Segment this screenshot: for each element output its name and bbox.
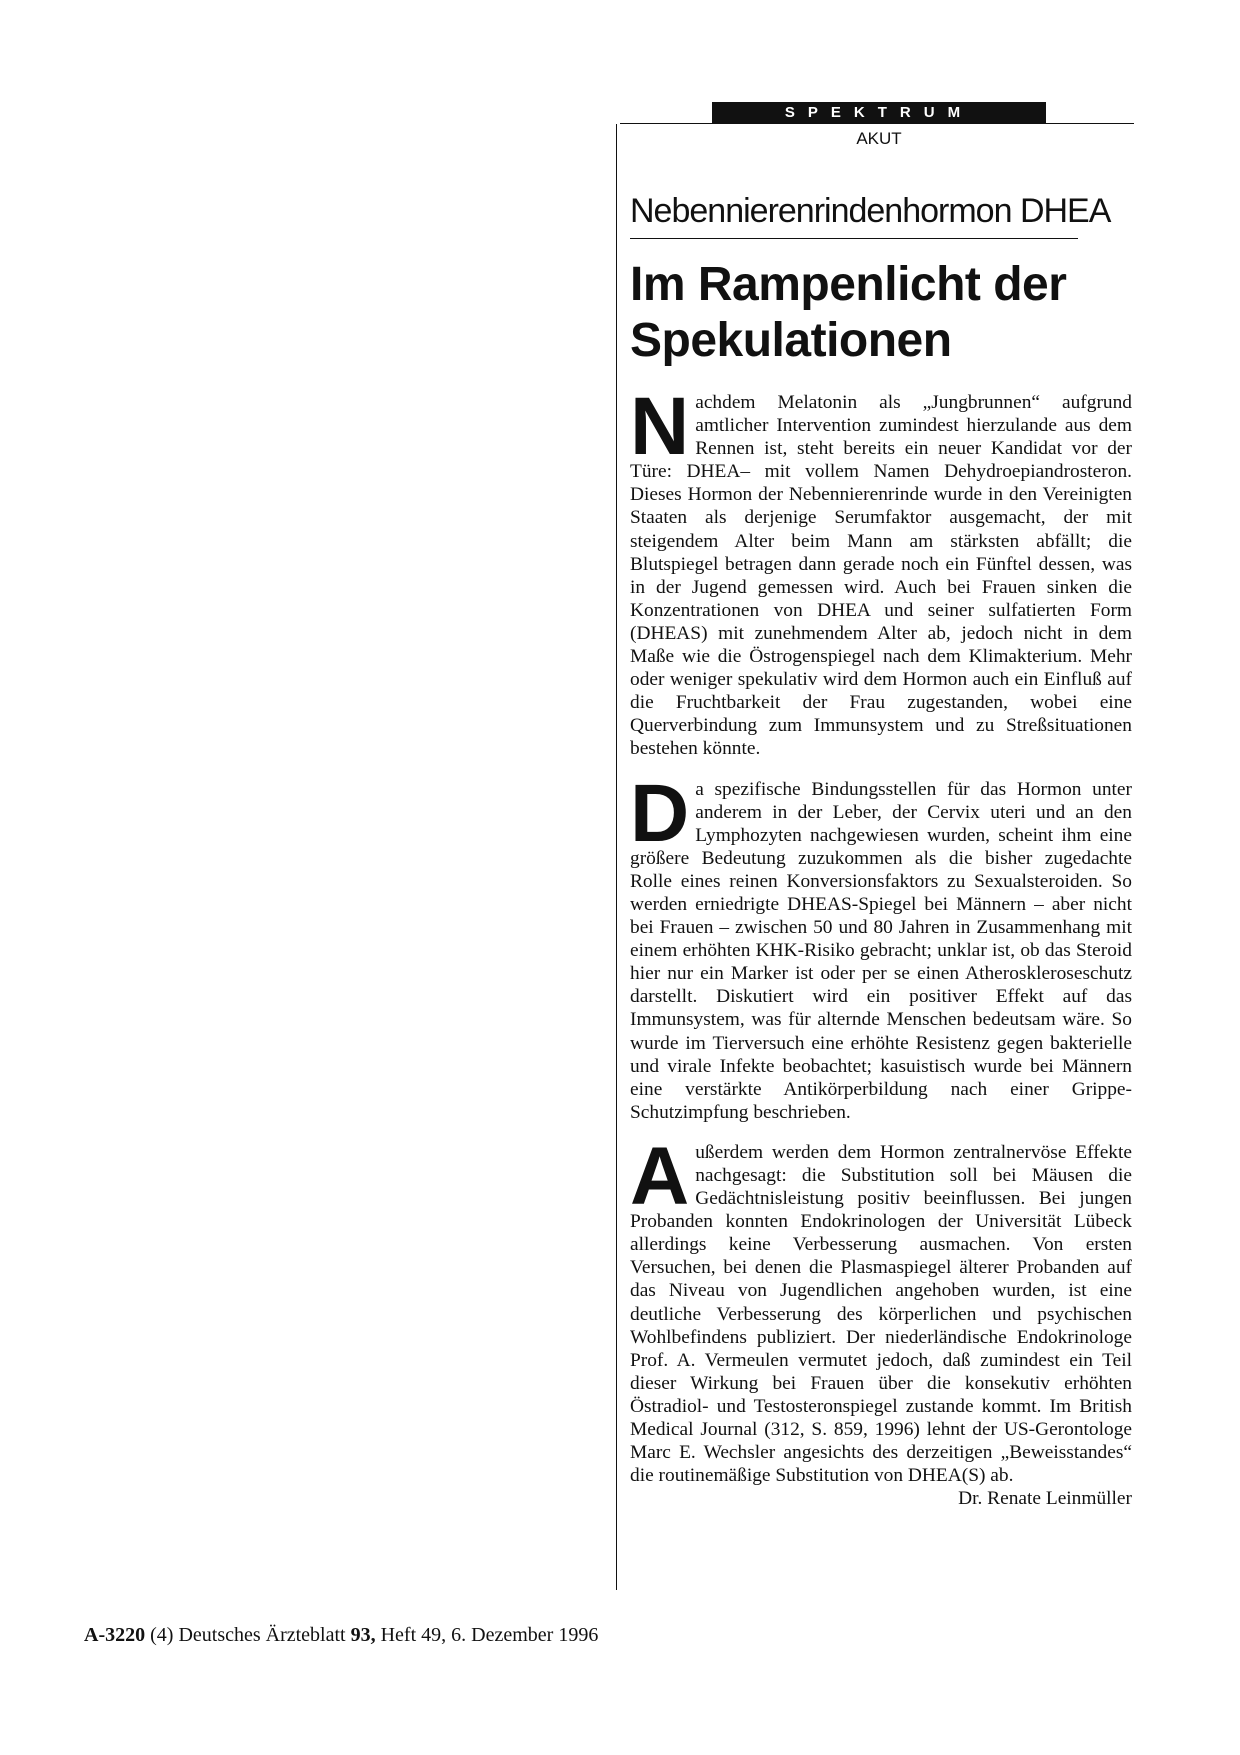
article bbox=[630, 188, 1132, 1510]
page-number: A-3220 bbox=[84, 1624, 146, 1646]
drop-cap: N bbox=[630, 381, 690, 472]
journal-name: Deutsches Ärzteblatt bbox=[178, 1624, 346, 1646]
headline-line-2: Spekulationen bbox=[630, 314, 952, 367]
author-byline: Dr. Renate Leinmüller bbox=[958, 1488, 1132, 1510]
paragraph-text: ußerdem werden dem Hormon zentralnervöse Effekte nachgesagt: die Substitution soll bei Mäusen die Gedächtnisleistung positiv beeinflussen. Bei jungen Probanden konnten Endokrinologen der Universität Lübeck allerdings keine Verbesserung ausmachen. Von ersten Versuchen, bei denen die Plasmaspiegel älterer Probanden auf das Niveau von Jugendlichen angehoben wurden, ist eine deutliche Verbesserung des körperlichen und psychischen Wohlbefindens publiziert. Der niederländische Endokrinologe Prof. A. Vermeulen vermutet jedoch, daß zumindest ein Teil dieser Wirkung bei Frauen über die konsekutiv erhöhten Östradiol- und Testosteronspiegel zustande kommt. Im British Medical Journal (312, S. 859, 1996) lehnt der US-Gerontologe Marc E. Wechsler angesichts des derzeitigen „Beweisstandes“ die routinemäßige Substitution von DHEA(S) ab. bbox=[630, 1141, 1132, 1487]
issue-page: (4) bbox=[150, 1624, 174, 1646]
article-paragraph bbox=[630, 381, 1132, 761]
page-footer bbox=[84, 1624, 598, 1647]
paragraph-text: achdem Melatonin als „Jungbrunnen“ aufgrund amtlicher Intervention zumindest hierzulande aus dem Rennen ist, steht bereits ein neuer Kandidat vor der Türe: DHEA– mit vollem Namen Dehydroepiandrosteron. Dieses Hormon der Nebennierenrinde wurde in den Vereinigten Staaten als derjenige Serumfaktor ausgemacht, der mit steigendem Alter beim Mann am stärksten abfällt; die Blutspiegel betragen dann gerade noch ein Fünftel dessen, was in der Jugend gemessen wird. Auch bei Frauen sinken die Konzentrationen von DHEA und seiner sulfatierten Form (DHEAS) mit zunehmendem Alter ab, jedoch nicht in dem Maße wie die Östrogenspiegel nach dem Klimakterium. Mehr oder weniger spekulativ wird dem Hormon auch ein Einfluß auf die Fruchtbarkeit der Frau zugestanden, wobei eine Querverbindung zum Immunsystem und zu Streßsituationen bestehen könnte. bbox=[630, 392, 1132, 760]
header-rule bbox=[620, 123, 1134, 124]
column-rule bbox=[616, 124, 617, 1590]
drop-cap: D bbox=[630, 767, 690, 859]
article-paragraph bbox=[630, 1130, 1132, 1510]
article-headline bbox=[630, 257, 1132, 369]
drop-cap: A bbox=[630, 1130, 690, 1222]
article-paragraph bbox=[630, 767, 1132, 1124]
issue-details: Heft 49, 6. Dezember 1996 bbox=[380, 1624, 599, 1646]
paragraph-text: a spezifische Bindungsstellen für das Hormon unter anderem in der Leber, der Cervix uteri und an den Lymphozyten nachgewiesen wurden, scheint ihm eine größere Bedeutung zuzukommen als die bisher zugedachte Rolle eines reinen Konversionsfaktors zu Sexualsteroiden. So werden erniedrigte DHEAS-Spiegel bei Männern – aber nicht bei Frauen – zwischen 50 und 80 Jahren in Zusammenhang mit einem erhöhten KHK-Risiko gebracht; unklar ist, ob das Steroid hier nur ein Marker ist oder per se einen Atheroskleroseschutz darstellt. Diskutiert wird ein positiver Effekt auf das Immunsystem, was für alternde Menschen bedeutsam wäre. So wurde im Tierversuch eine erhöhte Resistenz gegen bakterielle und virale Infekte beobachtet; kasuistisch wurde bei Männern eine verstärkte Antikörperbildung nach einer Grippe-Schutzimpfung beschrieben. bbox=[630, 778, 1132, 1123]
section-bar: SPEKTRUM bbox=[712, 102, 1046, 124]
headline-line-1: Im Rampenlicht der bbox=[630, 258, 1067, 311]
article-kicker: Nebennierenrindenhormon DHEA bbox=[630, 188, 1078, 239]
subsection-label: AKUT bbox=[856, 129, 902, 148]
volume-number: 93, bbox=[350, 1624, 376, 1646]
